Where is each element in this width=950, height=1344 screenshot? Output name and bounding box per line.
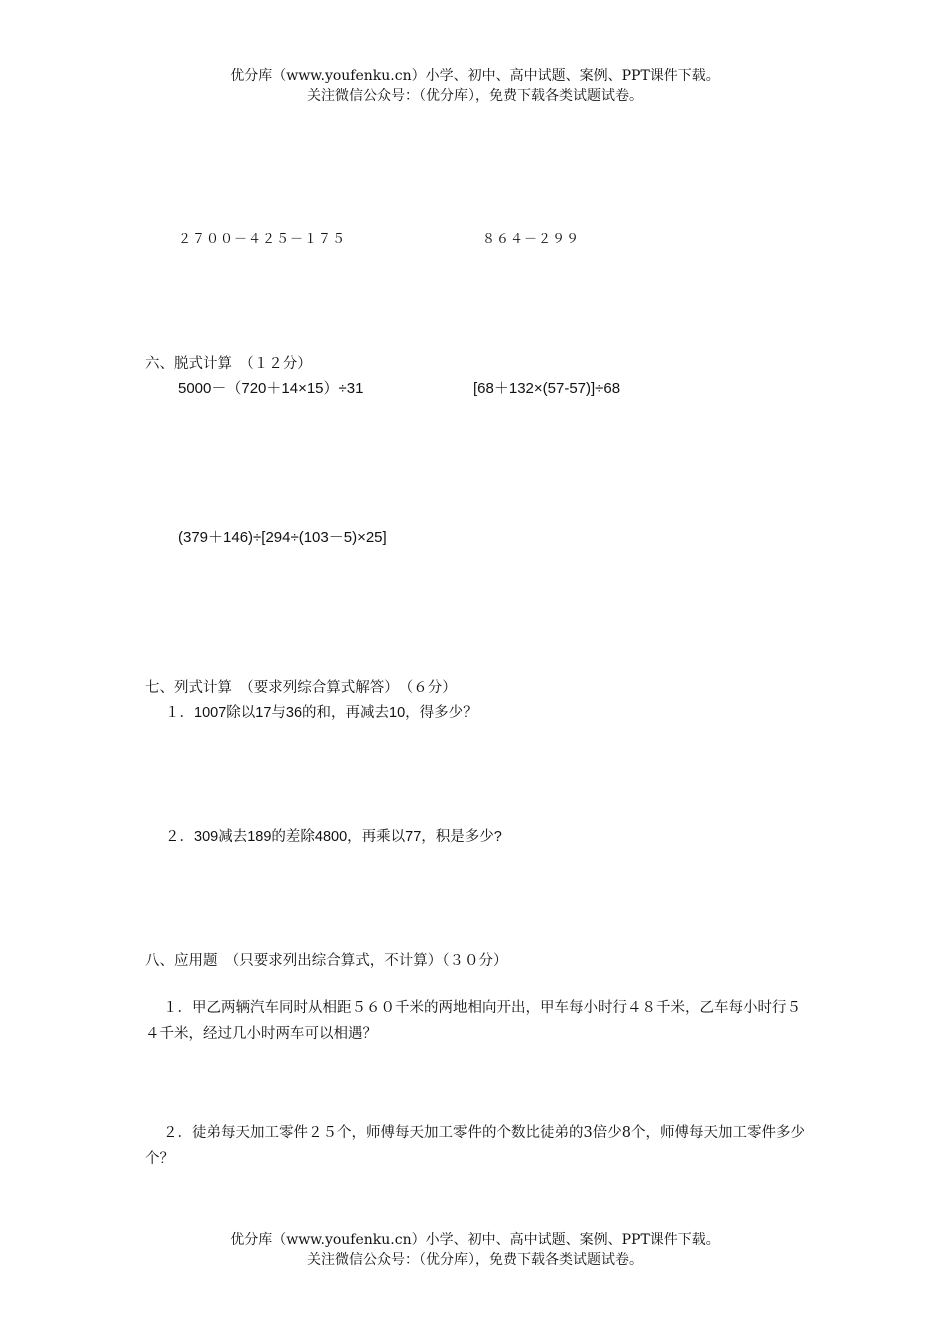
- expression-b: ８６４－２９９: [482, 232, 581, 247]
- section-6-title: 六、脱式计算 （１２分）: [145, 356, 312, 372]
- section-6-expression-2: [68＋132×(57-57)]÷68: [473, 380, 621, 397]
- section-8-title: 八、应用题 （只要求列出综合算式，不计算）（３０分）: [145, 953, 508, 969]
- section-8-question-1: １．甲乙两辆汽车同时从相距５６０千米的两地相向开出，甲车每小时行４８千米，乙车每小时行５４千米，经过几小时两车可以相遇？: [145, 1000, 801, 1042]
- expression-a: ２７００－４２５－１７５: [178, 232, 347, 247]
- header-line-1: 优分库（www.youfenku.cn）小学、初中、高中试题、案例、PPT课件下载。: [230, 68, 720, 84]
- footer-line-1: 优分库（www.youfenku.cn）小学、初中、高中试题、案例、PPT课件下载。: [230, 1232, 720, 1248]
- section-7-title: 七、列式计算 （要求列综合算式解答） （６分）: [145, 680, 457, 696]
- footer-line-2: 关注微信公众号：（优分库），免费下载各类试题试卷。: [307, 1252, 643, 1268]
- section-8-question-2: ２．徒弟每天加工零件２５个，师傅每天加工零件的个数比徒弟的3倍少8个，师傅每天加工零件多少个？: [145, 1125, 805, 1167]
- header-line-2: 关注微信公众号：（优分库），免费下载各类试题试卷。: [307, 88, 643, 104]
- section-6-expression-3: (379＋146)÷[294÷(103－5)×25]: [178, 529, 387, 546]
- section-7-question-1: １．1007除以17与36的和，再减去10，得多少？: [165, 705, 478, 721]
- section-6-expression-1: 5000－（720＋14×15）÷31: [178, 380, 364, 397]
- section-7-question-2: ２．309减去189的差除4800，再乘以77，积是多少?: [165, 829, 502, 845]
